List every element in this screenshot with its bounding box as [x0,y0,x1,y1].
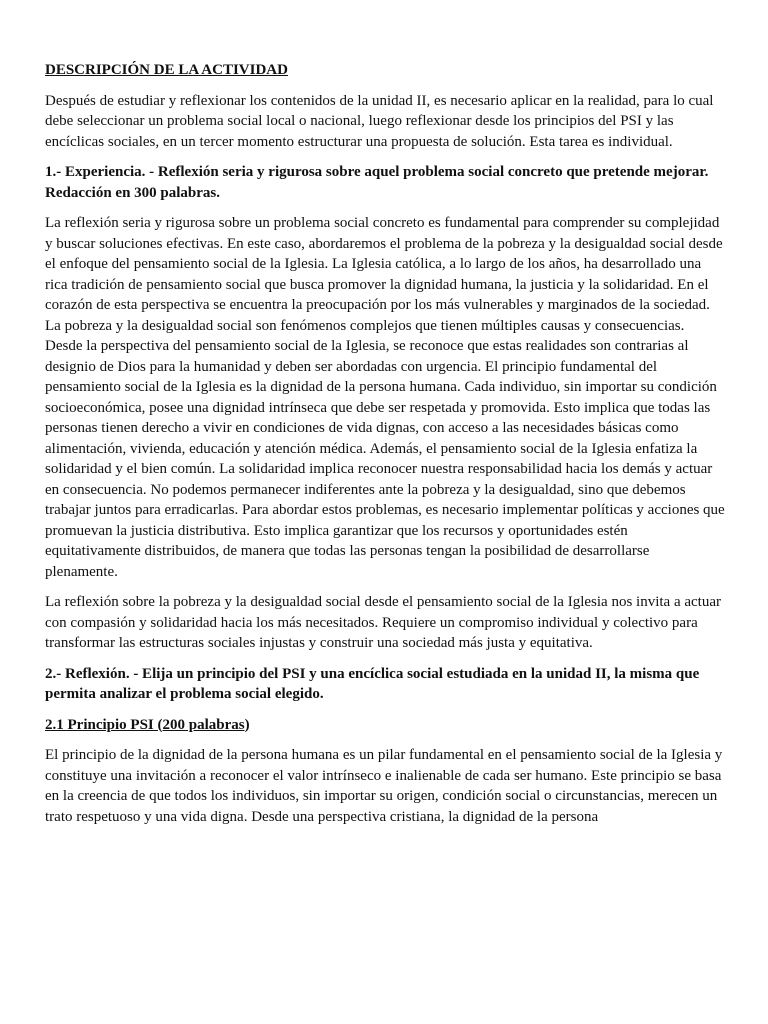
intro-paragraph: Después de estudiar y reflexionar los contenidos de la unidad II, es necesario aplicar en la realidad, para lo cual debe seleccionar un problema social local o nacional, luego reflexionar desde los principios del PSI y las encíclicas sociales, en un tercer momento estructurar una propuesta de solución. Esta tarea es individual. [45,92,714,150]
document-page [45,60,725,837]
section1-heading: 1.- Experiencia. - Reflexión seria y rigurosa sobre aquel problema social concreto que pretende mejorar. Redacción en 300 palabras. [45,164,709,201]
section1-paragraph-2: La reflexión sobre la pobreza y la desigualdad social desde el pensamiento social de la Iglesia nos invita a actuar con compasión y solidaridad hacia los más necesitados. Requiere un compromiso individual y colectivo para transformar las estructuras sociales injustas y construir una sociedad más justa y equitativa. [45,594,721,651]
section21-paragraph: El principio de la dignidad de la persona humana es un pilar fundamental en el pensamiento social de la Iglesia y constituye una invitación a reconocer el valor intrínseco e inalienable de cada ser humano. Este principio se basa en la creencia de que todos los individuos, sin importar su origen, condición social o circunstancias, merecen un trato respetuoso y una vida digna. Desde una perspectiva cristiana, la dignidad de la persona [45,747,723,825]
section2-heading: 2.- Reflexión. - Elija un principio del PSI y una encíclica social estudiada en la unidad II, la misma que permita analizar el problema social elegido. [45,665,700,702]
section21-heading: 2.1 Principio PSI (200 palabras) [45,716,250,733]
document-title: DESCRIPCIÓN DE LA ACTIVIDAD [45,62,288,78]
section1-paragraph-1: La reflexión seria y rigurosa sobre un problema social concreto es fundamental para comprender su complejidad y buscar soluciones efectivas. En este caso, abordaremos el problema de la pobreza y la desigualdad social desde el enfoque del pensamiento social de la Iglesia. La Iglesia católica, a lo largo de los años, ha desarrollado una rica tradición de pensamiento social que busca promover la dignidad humana, la justicia y la solidaridad. En el corazón de esta perspectiva se encuentra la preocupación por los más vulnerables y marginados de la sociedad. La pobreza y la desigualdad social son fenómenos complejos que tienen múltiples causas y consecuencias. Desde la perspectiva del pensamiento social de la Iglesia, se reconoce que estas realidades son contrarias al designio de Dios para la humanidad y deben ser abordadas con urgencia. El principio fundamental del pensamiento social de la Iglesia es la dignidad de la persona humana. Cada individuo, sin importar su condición socioeconómica, posee una dignidad intrínseca que debe ser respetada y promovida. Esto implica que todas las personas tienen derecho a vivir en condiciones de vida dignas, con acceso a las necesidades básicas como alimentación, vivienda, educación y atención médica. Además, el pensamiento social de la Iglesia enfatiza la solidaridad y el bien común. La solidaridad implica reconocer nuestra responsabilidad hacia los demás y actuar en consecuencia. No podemos permanecer indiferentes ante la pobreza y la desigualdad, sino que debemos trabajar juntos para erradicarlas. Para abordar estos problemas, es necesario implementar políticas y acciones que promuevan la justicia distributiva. Esto implica garantizar que los recursos y oportunidades estén equitativamente distribuidos, de manera que todas las personas tengan la posibilidad de desarrollarse plenamente. [45,215,725,580]
